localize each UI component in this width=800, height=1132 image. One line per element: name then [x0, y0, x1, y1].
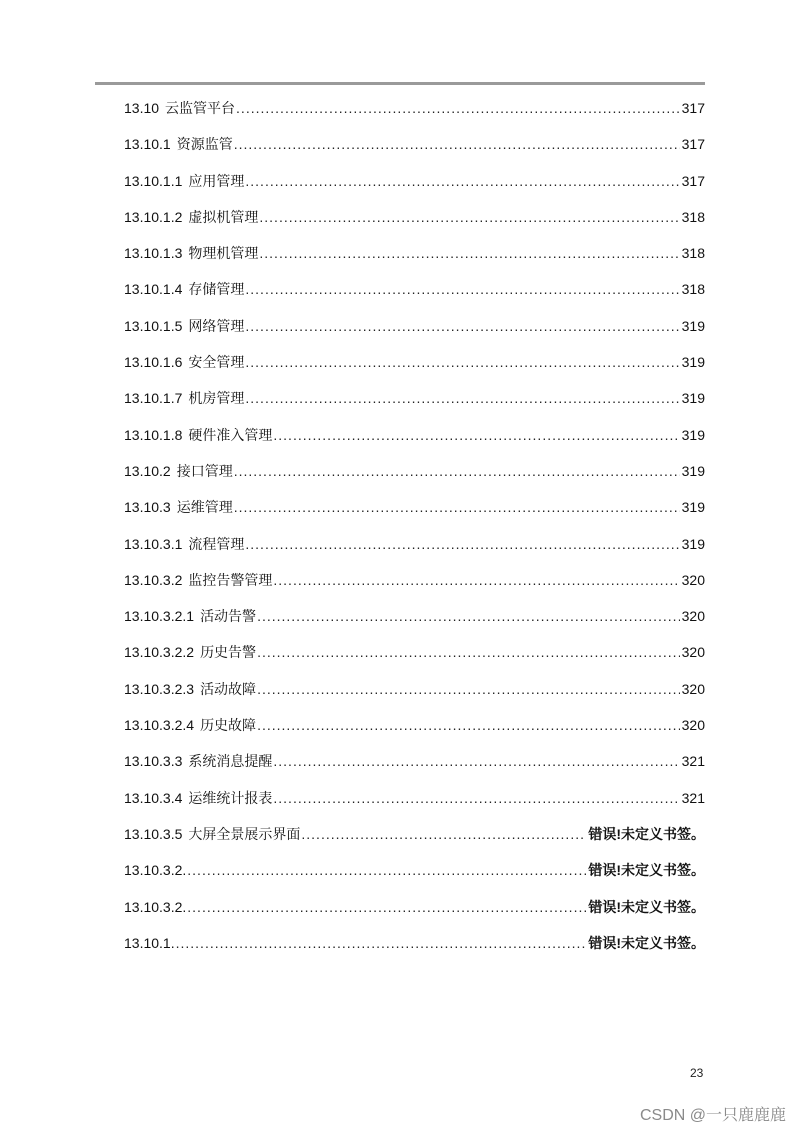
toc-dot-leader	[273, 417, 679, 453]
toc-entry-title: 云监管平台	[165, 100, 236, 116]
toc-page-number: 320	[681, 717, 705, 734]
toc-entry-title: 安全管理	[188, 354, 245, 371]
toc-entry[interactable]	[124, 453, 705, 489]
toc-bookmark-error: 错误!未定义书签。	[588, 934, 705, 951]
header-rule	[95, 82, 705, 85]
toc-dot-leader	[257, 707, 680, 743]
toc-bookmark-error: 错误!未定义书签。	[588, 862, 705, 879]
toc-dot-leader	[259, 235, 679, 271]
toc-page-number: 320	[681, 644, 705, 661]
toc-entry-number: 13.10.1	[124, 136, 171, 153]
toc-entry[interactable]	[124, 163, 705, 199]
toc-entry[interactable]	[124, 707, 705, 743]
toc-dot-leader	[245, 308, 679, 344]
toc-entry-number: 13.10.3.2.2	[124, 644, 195, 661]
toc-entry-number: 13.10.3.3	[124, 753, 183, 770]
toc-entry-title: 硬件准入管理	[188, 426, 273, 443]
toc-page-number: 319	[681, 317, 705, 334]
toc-entry[interactable]	[124, 780, 705, 816]
toc-entry[interactable]	[124, 235, 705, 271]
toc-entry-number: 13.10.3.2.4	[124, 717, 195, 734]
toc-entry[interactable]	[124, 743, 705, 779]
toc-entry-title: 历史故障	[200, 717, 257, 734]
toc-dot-leader	[259, 199, 679, 235]
toc-dot-leader	[187, 852, 586, 888]
toc-page-number: 320	[681, 680, 705, 697]
toc-entry[interactable]	[124, 852, 705, 888]
toc-dot-leader	[234, 126, 680, 162]
toc-page-number: 320	[681, 571, 705, 588]
toc-entry-title: 流程管理	[188, 535, 245, 552]
toc-entry-number: 13.10.3.2	[124, 571, 183, 588]
toc-bookmark-error: 错误!未定义书签。	[588, 898, 705, 915]
toc-entry[interactable]	[124, 344, 705, 380]
toc-entry-number: 13.10.3.4	[124, 789, 183, 806]
toc-entry-title: 接口管理	[176, 462, 233, 479]
toc-page-number: 319	[681, 354, 705, 371]
toc-entry[interactable]	[124, 417, 705, 453]
toc-entry-title: 历史告警	[200, 644, 257, 661]
toc-entry-title: 物理机管理	[188, 245, 259, 262]
toc-entry-number: 13.10	[124, 100, 160, 116]
toc-dot-leader	[245, 163, 679, 199]
toc-entry[interactable]	[124, 598, 705, 634]
toc-entry-number: 13.10.3.5	[124, 825, 183, 842]
toc-page-number: 319	[681, 499, 705, 516]
toc-dot-leader	[273, 780, 679, 816]
toc-page-number: 317	[681, 172, 705, 189]
toc-dot-leader	[245, 344, 679, 380]
toc-page-number: 321	[681, 753, 705, 770]
toc-dot-leader	[257, 671, 680, 707]
toc-entry-number: 13.10.1.6	[124, 354, 183, 371]
toc-page-number: 320	[681, 608, 705, 625]
table-of-contents	[124, 90, 705, 961]
toc-dot-leader	[234, 489, 680, 525]
toc-entry-title: 监控告警管理	[188, 571, 273, 588]
toc-entry-title: 活动故障	[200, 680, 257, 697]
toc-entry-number: 13.10.3.1	[124, 535, 183, 552]
toc-entry-title: 活动告警	[200, 608, 257, 625]
toc-entry[interactable]	[124, 562, 705, 598]
toc-entry[interactable]	[124, 199, 705, 235]
toc-entry-title: 存储管理	[188, 281, 245, 298]
toc-entry[interactable]	[124, 271, 705, 307]
toc-entry-title: 网络管理	[188, 317, 245, 334]
toc-dot-leader	[236, 90, 680, 126]
toc-entry-number: 13.10.1.5	[124, 317, 183, 334]
toc-entry[interactable]	[124, 816, 705, 852]
toc-entry-number: 13.10.3	[124, 499, 171, 516]
toc-entry-number: 13.10.1.2	[124, 208, 183, 225]
toc-entry-number: 13.10.2	[124, 462, 171, 479]
toc-page-number: 321	[681, 789, 705, 806]
toc-page-number: 317	[681, 136, 705, 153]
toc-entry-title: 大屏全景展示界面	[188, 825, 301, 842]
toc-dot-leader	[257, 598, 680, 634]
toc-entry[interactable]	[124, 671, 705, 707]
toc-entry-number: 13.10.1.1	[124, 172, 183, 189]
toc-entry-number: 13.10.1.4	[124, 281, 183, 298]
toc-dot-leader	[301, 816, 586, 852]
toc-entry-title: 虚拟机管理	[188, 208, 259, 225]
toc-entry-title: 资源监管	[176, 136, 233, 153]
toc-dot-leader	[245, 526, 679, 562]
toc-entry-number: 13.10.3.2.	[124, 862, 187, 879]
toc-dot-leader	[245, 271, 679, 307]
toc-entry-number: 13.10.1.	[124, 934, 175, 951]
toc-page-number: 318	[681, 245, 705, 262]
toc-page-number: 318	[681, 281, 705, 298]
toc-dot-leader	[245, 380, 679, 416]
toc-entry[interactable]	[124, 380, 705, 416]
toc-page-number: 319	[681, 462, 705, 479]
toc-dot-leader	[273, 562, 679, 598]
toc-entry[interactable]	[124, 308, 705, 344]
page-number: 23	[690, 1066, 704, 1080]
toc-entry-title: 运维管理	[176, 499, 233, 516]
toc-entry[interactable]	[124, 634, 705, 670]
toc-dot-leader	[257, 634, 680, 670]
toc-dot-leader	[273, 743, 679, 779]
toc-entry-number: 13.10.1.7	[124, 390, 183, 407]
toc-entry-title: 运维统计报表	[188, 789, 273, 806]
toc-entry[interactable]	[124, 90, 705, 126]
toc-entry-number: 13.10.1.3	[124, 245, 183, 262]
toc-entry[interactable]	[124, 526, 705, 562]
toc-dot-leader	[176, 925, 587, 961]
toc-page-number: 318	[681, 208, 705, 225]
toc-entry-number: 13.10.3.2.3	[124, 680, 195, 697]
toc-page-number: 319	[681, 426, 705, 443]
toc-dot-leader	[234, 453, 680, 489]
toc-entry[interactable]	[124, 489, 705, 525]
toc-entry[interactable]	[124, 925, 705, 961]
toc-entry-title: 机房管理	[188, 390, 245, 407]
toc-entry-title: 系统消息提醒	[188, 753, 273, 770]
toc-page-number: 317	[681, 100, 705, 116]
toc-entry[interactable]	[124, 889, 705, 925]
toc-bookmark-error: 错误!未定义书签。	[588, 825, 705, 842]
toc-entry-number: 13.10.1.8	[124, 426, 183, 443]
toc-entry-title: 应用管理	[188, 172, 245, 189]
toc-entry[interactable]	[124, 126, 705, 162]
toc-entry-number: 13.10.3.2.1	[124, 608, 195, 625]
toc-entry-number: 13.10.3.2.	[124, 898, 187, 915]
toc-page-number: 319	[681, 390, 705, 407]
watermark: CSDN @一只鹿鹿鹿	[639, 1107, 786, 1124]
toc-page-number: 319	[681, 535, 705, 552]
toc-dot-leader	[187, 889, 586, 925]
